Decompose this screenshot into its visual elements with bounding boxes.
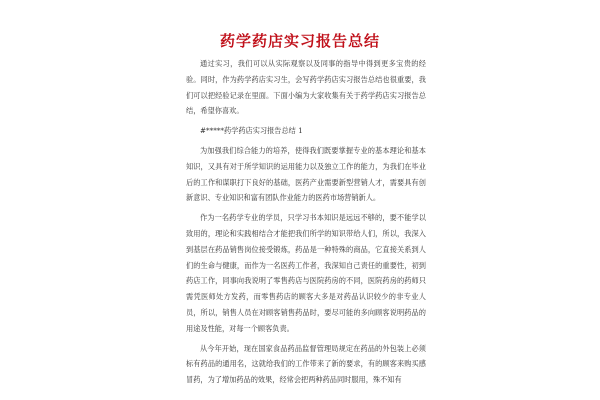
body-paragraph: 从今年开始，现在国家食品药品监督管理局规定在药品的外包装上必须标有药品的通用名，这就给我们的工作带来了新的要求，有的顾客来购买感冒药，为了增加药品的效果，经常会把两种药品同时服用，殊不知有 — [186, 343, 426, 385]
section-heading: #*****药学药店实习报告总结 1 — [200, 126, 303, 136]
document-body — [186, 56, 426, 392]
body-paragraph: 为加强我们综合能力的培养，使得我们既要掌握专业的基本理论和基本知识，又具有对于所学知识的运用能力以及独立工作的能力，为我们在毕业后的工作和谋职打下良好的基础，医药产业需要新型营销人才，需要具有创新意识、专业知识和富有团队作业能力的医药市场营销新人。 — [186, 145, 426, 203]
intro-paragraph: 通过实习，我们可以从实际观察以及同事的指导中得到更多宝贵的经验。同时，作为药学药店实习生，会写药学药店实习报告总结也很重要，我们可以把经验记录在里面。下面小编为大家收集有关于药学药店实习报告总结，希望你喜欢。 — [186, 59, 426, 116]
body-paragraph: 作为一名药学专业的学员，只学习书本知识是远远不够的，要不能学以致用的，理论和实践相结合才能把我们所学的知识带给人们，所以，我深入到基层在药品销售岗位接受锻炼，药品是一种特殊的商品，它直接关系到人们的生命与健康，而作为一名医药工作者，我深知自己责任的重要性，初到药店工作，同事向我说明了零售药店与医院药房的不同，医院药房的药师只需凭医师处方发药，而零售药店的顾客大多是对药品认识较少的非专业人员，所以，销售人员在对顾客销售药品时，要尽可能的多向顾客说明药品的用途及性能，对每一个顾客负责。 — [186, 213, 426, 333]
document-title: 药学药店实习报告总结 — [219, 32, 380, 50]
